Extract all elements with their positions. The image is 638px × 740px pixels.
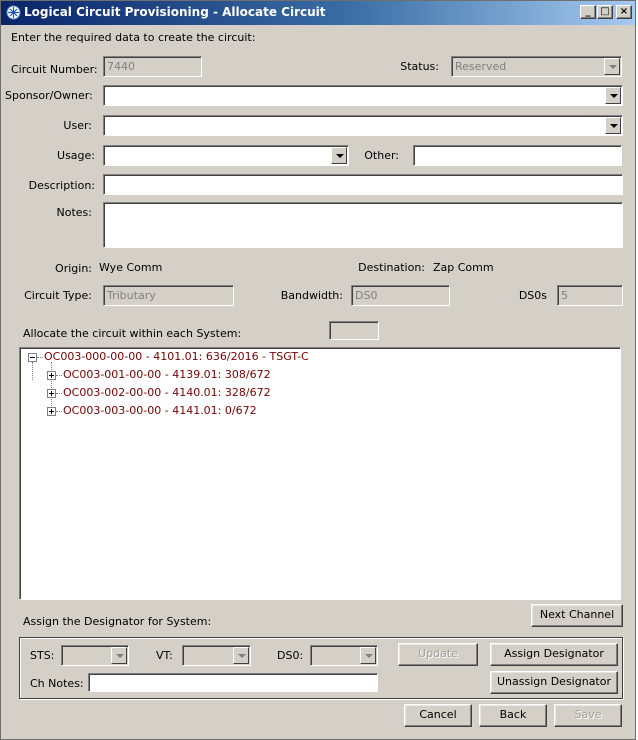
expand-icon[interactable] [47, 371, 56, 380]
tree-node-child[interactable]: OC003-002-00-00 - 4140.01: 328/672 [63, 386, 271, 399]
circuit-number-label: Circuit Number: [11, 63, 98, 76]
chevron-down-icon [604, 58, 620, 75]
expand-icon[interactable] [47, 407, 56, 416]
unassign-designator-button[interactable]: Unassign Designator [490, 671, 618, 694]
designator-group [19, 637, 623, 699]
origin-label: Origin: [55, 262, 92, 275]
chevron-down-icon [111, 647, 127, 664]
status-label: Status: [400, 60, 439, 73]
chevron-down-icon [360, 647, 376, 664]
tree-node-child[interactable]: OC003-001-00-00 - 4139.01: 308/672 [63, 368, 271, 381]
description-input[interactable] [103, 174, 623, 195]
ds0s-label: DS0s [518, 289, 547, 302]
title-bar[interactable] [1, 1, 635, 25]
notes-textarea[interactable] [103, 202, 623, 248]
vt-label: VT: [156, 649, 173, 662]
ch-notes-label: Ch Notes: [30, 677, 84, 690]
collapse-icon[interactable] [28, 353, 37, 362]
save-button[interactable]: Save [554, 704, 622, 727]
minimize-button[interactable]: _ [580, 5, 596, 19]
ds0s-field: 5 [557, 285, 623, 306]
notes-label: Notes: [56, 206, 92, 219]
description-label: Description: [28, 179, 95, 192]
ds0-label: DS0: [277, 649, 304, 662]
assign-designator-button[interactable]: Assign Designator [490, 643, 618, 666]
tree-connector [51, 362, 52, 412]
destination-value: Zap Comm [433, 261, 494, 274]
origin-value: Wye Comm [99, 261, 163, 274]
user-dropdown[interactable] [103, 115, 623, 136]
circuit-type-label: Circuit Type: [24, 289, 92, 302]
bandwidth-label: Bandwidth: [280, 289, 343, 302]
designator-label: Assign the Designator for System: [23, 615, 212, 628]
app-icon [6, 5, 21, 20]
cancel-button[interactable]: Cancel [404, 704, 472, 727]
other-label: Other: [364, 149, 399, 162]
window-title: Logical Circuit Provisioning - Allocate Circuit [24, 5, 326, 19]
system-tree[interactable] [19, 347, 621, 600]
circuit-number-field: 7440 [103, 56, 202, 77]
status-value: Reserved [455, 60, 507, 73]
allocate-label: Allocate the circuit within each System: [23, 327, 242, 340]
vt-dropdown [182, 645, 251, 666]
instructions-text: Enter the required data to create the circuit: [11, 31, 256, 44]
tree-connector [56, 411, 62, 412]
tree-connector [37, 357, 43, 358]
ds0-dropdown [310, 645, 378, 666]
tree-node-child[interactable]: OC003-003-00-00 - 4141.01: 0/672 [63, 404, 257, 417]
sponsor-owner-dropdown[interactable] [103, 85, 623, 106]
sponsor-owner-label: Sponsor/Owner: [5, 89, 93, 102]
chevron-down-icon[interactable] [331, 147, 347, 164]
close-button[interactable]: × [616, 5, 632, 19]
other-input[interactable] [413, 145, 622, 166]
tree-node-root[interactable]: OC003-000-00-00 - 4101.01: 636/2016 - TSGT-C [44, 350, 309, 363]
maximize-button[interactable]: □ [597, 5, 613, 19]
allocate-count-field [329, 321, 379, 340]
usage-dropdown[interactable] [103, 145, 349, 166]
ch-notes-input[interactable] [88, 673, 378, 692]
tree-connector [56, 393, 62, 394]
circuit-type-field: Tributary [103, 285, 234, 306]
user-label: User: [63, 119, 92, 132]
next-channel-button[interactable]: Next Channel [531, 604, 623, 627]
update-button[interactable]: Update [398, 643, 478, 666]
tree-connector [56, 375, 62, 376]
status-dropdown [451, 56, 622, 77]
usage-label: Usage: [57, 149, 95, 162]
chevron-down-icon [233, 647, 249, 664]
back-button[interactable]: Back [479, 704, 547, 727]
sts-label: STS: [30, 649, 55, 662]
destination-label: Destination: [358, 261, 425, 274]
sts-dropdown [61, 645, 129, 666]
chevron-down-icon[interactable] [605, 87, 621, 104]
bandwidth-field: DS0 [351, 285, 450, 306]
tree-connector [32, 362, 33, 380]
expand-icon[interactable] [47, 389, 56, 398]
chevron-down-icon[interactable] [605, 117, 621, 134]
